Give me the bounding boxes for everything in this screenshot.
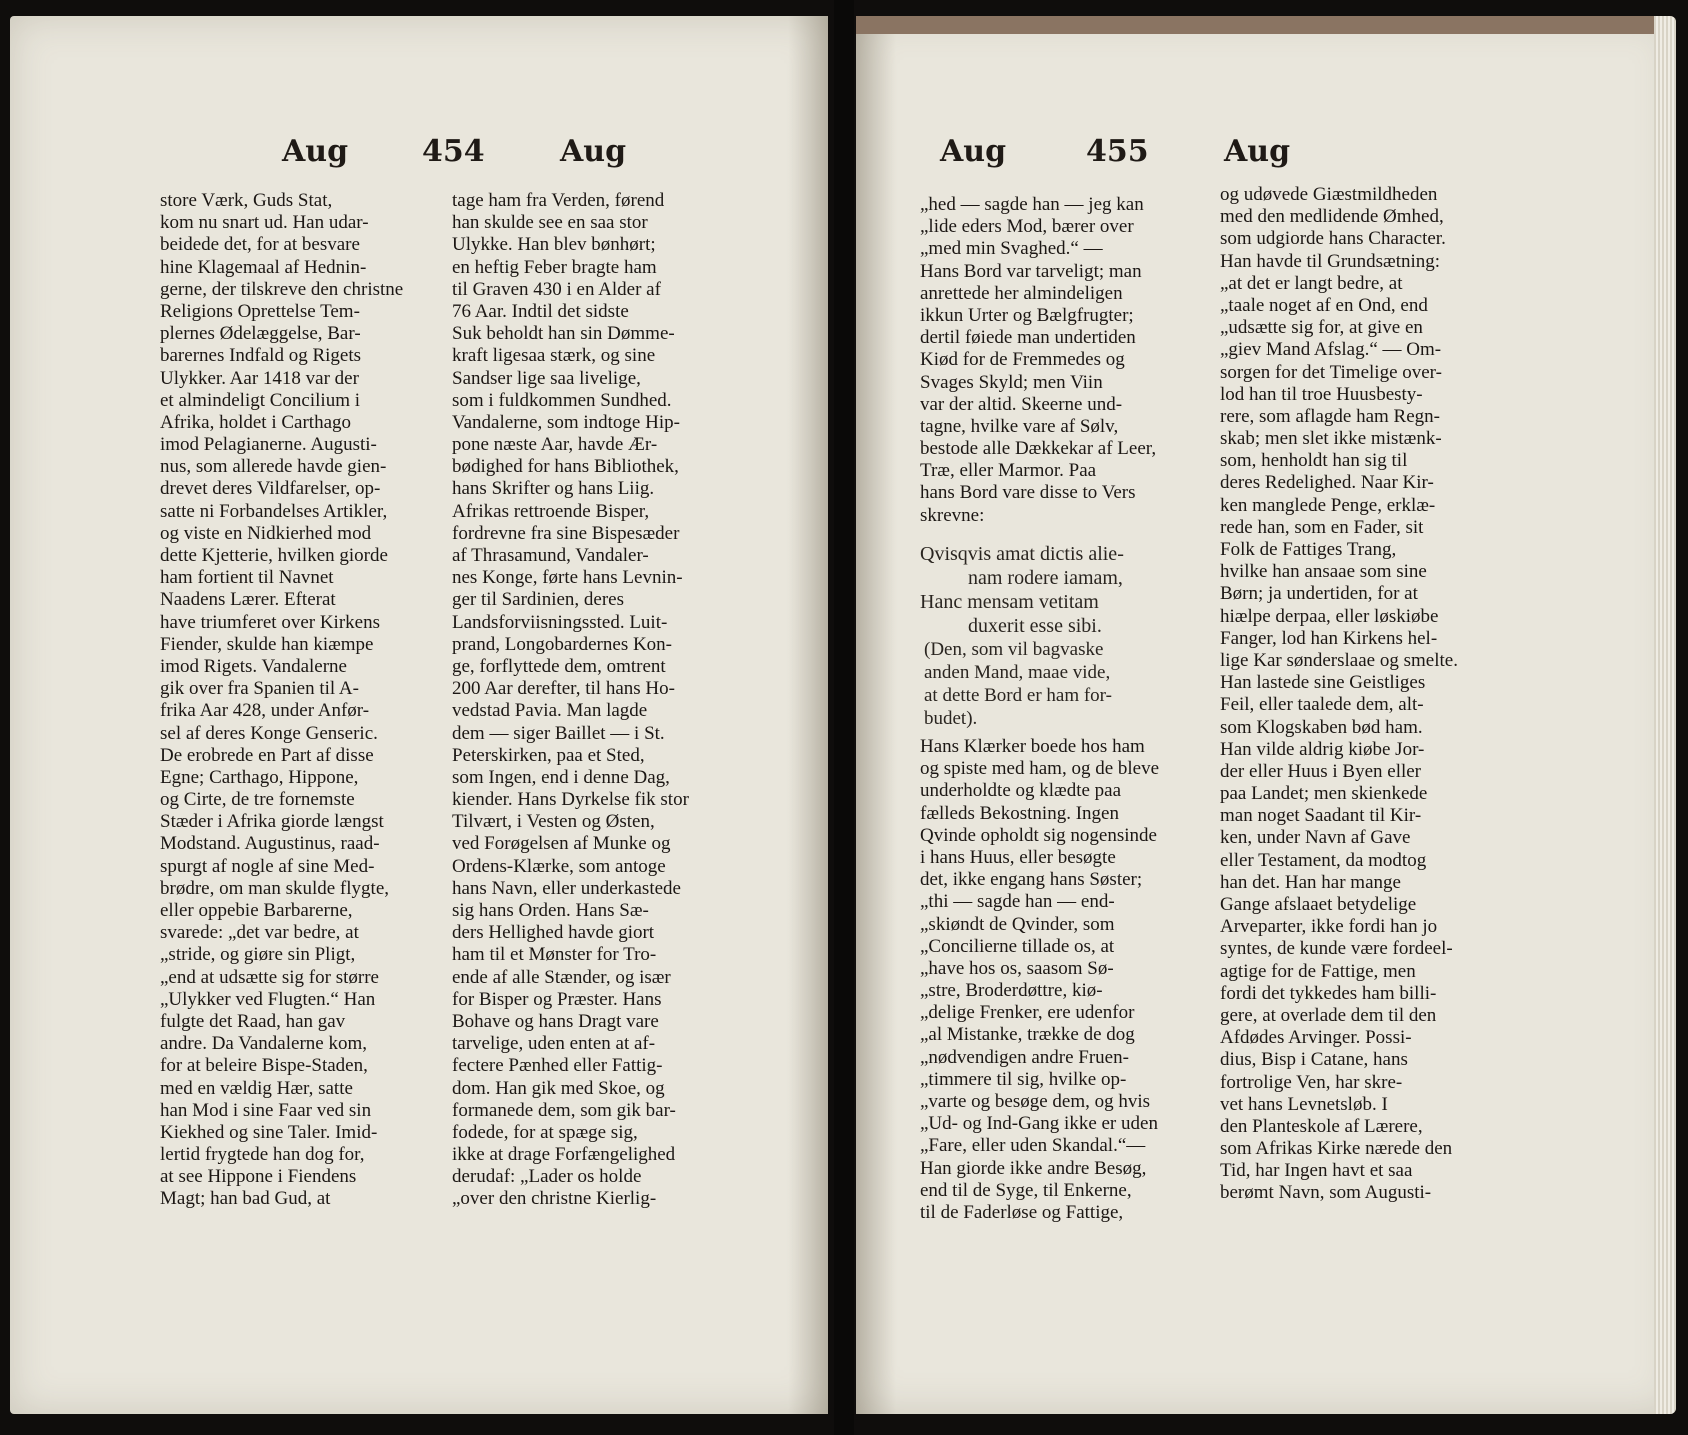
text-line: „Fare, eller uden Skandal.“—	[920, 1135, 1146, 1157]
text-line: ger til Sardinien, deres	[452, 589, 625, 611]
text-line: at see Hippone i Fiendens	[160, 1166, 357, 1188]
latin-verse-quote	[920, 542, 1210, 730]
text-line: vedstad Pavia. Man lagde	[452, 700, 648, 722]
text-line: Peterskirken, paa et Sted,	[452, 744, 645, 766]
text-line: plernes Ødelæggelse, Bar-	[160, 323, 361, 345]
text-line: ders Hellighed havde giort	[452, 922, 655, 944]
text-line: derudaf: „Lader os holde	[452, 1166, 642, 1188]
text-line: have triumferet over Kirkens	[160, 611, 380, 633]
text-line: sel af deres Konge Genseric.	[160, 722, 378, 744]
text-line: og udøvede Giæstmildheden	[1220, 184, 1438, 205]
text-line: for at beleire Bispe-Staden,	[160, 1055, 368, 1077]
text-line: „lide eders Mod, bærer over	[920, 216, 1134, 238]
text-line: ham fortient til Navnet	[160, 567, 334, 589]
text-line: „taale noget af en Ond, end	[1220, 294, 1428, 316]
text-line: til Graven 430 i en Alder af	[452, 278, 661, 300]
text-line: for Bisper og Præster. Hans	[452, 988, 662, 1010]
text-line: som Afrikas Kirke nærede den	[1220, 1138, 1453, 1160]
text-line: fectere Pænhed eller Fattig-	[452, 1055, 663, 1077]
text-line: dertil føiede man undertiden	[920, 327, 1136, 349]
text-line: tage ham fra Verden, førend	[452, 190, 665, 211]
text-line: Religions Oprettelse Tem-	[160, 300, 360, 322]
text-line: skab; men slet ikke mistænk-	[1220, 428, 1442, 450]
text-line: drevet deres Vildfarelser, op-	[160, 478, 381, 500]
text-line: Naadens Lærer. Efterat	[160, 589, 336, 611]
text-line: bødighed for hans Bibliothek,	[452, 456, 679, 478]
text-line: hine Klagemaal af Hednin-	[160, 256, 367, 278]
text-line: dom. Han gik med Skoe, og	[452, 1077, 665, 1099]
text-line: Vandalerne, som indtoge Hip-	[452, 411, 680, 433]
text-line: han det. Han har mange	[1220, 871, 1401, 893]
text-line: som udgiorde hans Character.	[1220, 228, 1446, 250]
text-line: paa Landet; men skienkede	[1220, 783, 1428, 805]
text-line: „al Mistanke, trække de dog	[920, 1024, 1135, 1046]
text-line: var der altid. Skeerne und-	[920, 393, 1123, 415]
text-line: fortrolige Ven, har skre-	[1220, 1071, 1403, 1093]
text-line: Ulykker. Aar 1418 var der	[160, 367, 359, 389]
text-line: sig hans Orden. Hans Sæ-	[452, 900, 649, 921]
text-line: Afrika, holdet i Carthago	[160, 411, 352, 433]
text-line: hvilke han ansaae som sine	[1220, 561, 1427, 583]
text-line: ende af alle Stænder, og især	[452, 966, 671, 988]
quote-line: at dette Bord er ham for-	[924, 685, 1112, 706]
text-line: svarede: „det var bedre, at	[160, 922, 359, 944]
text-line: Suk beholdt han sin Dømme-	[452, 323, 675, 345]
text-line: imod Rigets. Vandalerne	[160, 655, 347, 677]
text-line: som Klogskaben bød ham.	[1220, 716, 1423, 738]
text-line: vet hans Levnetsløb. I	[1220, 1093, 1388, 1115]
quote-line: (Den, som vil bagvaske	[924, 639, 1104, 660]
text-line: han Mod i sine Faar ved sin	[160, 1099, 372, 1121]
text-line: hans Navn, eller underkastede	[452, 877, 681, 899]
text-line: sorgen for det Timelige over-	[1220, 361, 1442, 383]
right-page	[856, 16, 1676, 1414]
text-line: hans Bord vare disse to Vers	[920, 482, 1136, 504]
text-line: dius, Bisp i Catane, hans	[1220, 1049, 1408, 1071]
spine-gap	[834, 0, 854, 1435]
text-line: med den medlidende Ømhed,	[1220, 206, 1444, 228]
text-line: tagne, hvilke vare af Sølv,	[920, 415, 1119, 437]
text-line: ge, forflyttede dem, omtrent	[452, 655, 666, 677]
text-line: fælleds Bekostning. Ingen	[920, 802, 1119, 824]
text-line: Stæder i Afrika giorde længst	[160, 811, 384, 833]
header-left-word: Aug	[940, 134, 1007, 169]
text-line: tarvelige, uden enten at af-	[452, 1033, 656, 1055]
text-line: en heftig Feber bragte ham	[452, 256, 657, 278]
text-line: nus, som allerede havde gien-	[160, 456, 387, 478]
text-line: Hans Bord var tarveligt; man	[920, 260, 1142, 282]
quote-line: duxerit esse sibi.	[968, 615, 1102, 637]
text-line: Folk de Fattiges Trang,	[1220, 539, 1397, 560]
page-number: 455	[1086, 134, 1149, 169]
text-column-1-bottom	[920, 736, 1188, 1224]
text-line: kom nu snart ud. Han udar-	[160, 212, 369, 234]
text-line: ken manglede Penge, erklæ-	[1220, 494, 1436, 516]
text-line: til de Faderløse og Fattige,	[920, 1201, 1124, 1223]
text-line: gerne, der tilskreve den christne	[160, 278, 404, 300]
text-line: „stre, Broderdøttre, kiø-	[920, 980, 1103, 1002]
running-head	[10, 134, 828, 174]
text-line: Børn; ja undertiden, for at	[1220, 583, 1418, 605]
text-line: gik over fra Spanien til A-	[160, 678, 359, 700]
text-line: af Thrasamund, Vandaler-	[452, 545, 649, 566]
text-line: Egne; Carthago, Hippone,	[160, 766, 359, 788]
text-line: lertid frygtede han dog for,	[160, 1144, 365, 1166]
text-line: „end at udsætte sig for større	[160, 966, 379, 988]
text-line: „stride, og giøre sin Pligt,	[160, 944, 356, 966]
text-line: ikke at drage Forfængelighed	[452, 1144, 676, 1166]
text-line: Ordens-Klærke, som antoge	[452, 855, 666, 877]
text-line: Fanger, lod han Kirkens hel-	[1220, 627, 1438, 649]
quote-line: anden Mand, maae vide,	[924, 662, 1111, 683]
text-line: Svages Skyld; men Viin	[920, 371, 1103, 393]
text-line: den Planteskole af Lærere,	[1220, 1115, 1423, 1137]
text-line: „timmere til sig, hvilke op-	[920, 1068, 1127, 1090]
text-line: Hans Klærker boede hos ham	[920, 736, 1145, 757]
text-line: fodede, for at spæge sig,	[452, 1121, 638, 1143]
left-page	[10, 16, 828, 1414]
text-line: „giev Mand Afslag.“ — Om-	[1220, 339, 1442, 361]
text-line: „have hos os, saasom Sø-	[920, 957, 1114, 979]
text-line: brødre, om man skulde flygte,	[160, 877, 390, 899]
header-right-word: Aug	[1224, 134, 1291, 169]
text-line: Ulykke. Han blev bønhørt;	[452, 234, 656, 256]
page-top-edge	[856, 16, 1676, 34]
text-line: anrettede her almindeligen	[920, 282, 1123, 304]
text-line: „over den christne Kierlig-	[452, 1188, 657, 1210]
text-line: Tilvært, i Vesten og Østen,	[452, 811, 655, 833]
quote-line: nam rodere iamam,	[968, 567, 1123, 589]
text-line: Sandser lige saa livelige,	[452, 367, 641, 389]
text-line: beidede det, for at besvare	[160, 234, 360, 256]
text-line: Træ, eller Marmor. Paa	[920, 460, 1097, 482]
text-line: og Cirte, de tre fornemste	[160, 789, 355, 811]
text-line: han skulde see en saa stor	[452, 212, 648, 234]
text-line: skrevne:	[920, 504, 985, 526]
text-line: Han vilde aldrig kiøbe Jor-	[1220, 738, 1425, 760]
text-line: agtige for de Fattige, men	[1220, 960, 1416, 982]
text-line: Afdødes Arvinger. Possi-	[1220, 1027, 1412, 1049]
text-line: lige Kar sønderslaae og smelte.	[1220, 649, 1458, 671]
text-column-2	[1220, 184, 1490, 1205]
text-line: kiender. Hans Dyrkelse fik stor	[452, 789, 689, 811]
quote-line: Qvisqvis amat dictis alie-	[920, 543, 1124, 565]
text-line: det, ikke engang hans Søster;	[920, 869, 1143, 891]
text-line: med en vældig Hær, satte	[160, 1077, 353, 1099]
text-line: fordrevne fra sine Bispesæder	[452, 522, 680, 544]
text-line: deres Redelighed. Naar Kir-	[1220, 472, 1434, 494]
text-line: Kiød for de Fremmedes og	[920, 349, 1125, 371]
text-line: andre. Da Vandalerne kom,	[160, 1033, 367, 1055]
text-line: „at det er langt bedre, at	[1220, 272, 1403, 294]
text-line: store Værk, Guds Stat,	[160, 190, 333, 211]
text-line: imod Pelagianerne. Augusti-	[160, 434, 377, 456]
text-line: „hed — sagde han — jeg kan	[920, 194, 1144, 215]
text-line: formanede dem, som gik bar-	[452, 1099, 676, 1121]
text-line: „Concilierne tillade os, at	[920, 935, 1115, 957]
text-line: prand, Longobardernes Kon-	[452, 633, 673, 655]
text-line: Bohave og hans Dragt vare	[452, 1010, 659, 1032]
text-line: Gange afslaaet betydelige	[1220, 894, 1417, 915]
text-line: dette Kjetterie, hvilken giorde	[160, 545, 388, 566]
text-line: kraft ligesaa stærk, og sine	[452, 345, 656, 367]
text-line: frika Aar 428, under Anfør-	[160, 700, 370, 722]
page-number: 454	[422, 134, 485, 169]
text-line: et almindeligt Concilium i	[160, 389, 361, 411]
text-line: „skiøndt de Qvinder, som	[920, 913, 1115, 935]
text-column-1-top	[920, 194, 1188, 527]
text-line: ham til et Mønster for Tro-	[452, 944, 657, 966]
text-line: syntes, de kunde være fordeel-	[1220, 938, 1453, 960]
text-line: 76 Aar. Indtil det sidste	[452, 300, 629, 322]
text-line: Fiender, skulde han kiæmpe	[160, 633, 374, 655]
text-line: hans Skrifter og hans Liig.	[452, 478, 655, 500]
text-line: eller Testament, da modtog	[1220, 849, 1427, 871]
text-line: og viste en Nidkierhed mod	[160, 522, 372, 544]
text-line: spurgt af nogle af sine Med-	[160, 855, 375, 877]
text-line: fulgte det Raad, han gav	[160, 1010, 346, 1032]
text-line: som, henholdt han sig til	[1220, 450, 1408, 472]
text-line: fordi det tykkedes ham billi-	[1220, 982, 1437, 1004]
text-line: Han havde til Grundsætning:	[1220, 250, 1441, 272]
text-line: ikkun Urter og Bælgfrugter;	[920, 304, 1134, 326]
text-line: De erobrede en Part af disse	[160, 744, 374, 766]
text-line: underholdte og klædte paa	[920, 780, 1122, 802]
text-line: og spiste med ham, og de bleve	[920, 758, 1160, 780]
text-line: „varte og besøge dem, og hvis	[920, 1091, 1151, 1112]
text-line: Kiekhed og sine Taler. Imid-	[160, 1121, 378, 1143]
text-line: „delige Frenker, ere udenfor	[920, 1002, 1135, 1024]
text-line: „udsætte sig for, at give en	[1220, 317, 1423, 339]
text-line: berømt Navn, som Augusti-	[1220, 1182, 1432, 1204]
text-line: „Ud- og Ind-Gang ikke er uden	[920, 1113, 1158, 1135]
text-line: bestode alle Dækkekar af Leer,	[920, 438, 1157, 460]
text-line: satte ni Forbandelses Artikler,	[160, 500, 388, 522]
text-line: end til de Syge, til Enkerne,	[920, 1179, 1132, 1201]
quote-line: budet).	[924, 708, 978, 729]
text-line: Arveparter, ikke fordi han jo	[1220, 916, 1438, 938]
header-left-word: Aug	[282, 134, 349, 169]
text-line: Landsforviisningssted. Luit-	[452, 611, 668, 633]
text-column-2	[452, 190, 734, 1211]
text-line: som Ingen, end i denne Dag,	[452, 766, 670, 788]
text-line: „thi — sagde han — end-	[920, 891, 1115, 913]
running-head	[856, 134, 1676, 174]
text-line: Tid, har Ingen havt et saa	[1220, 1160, 1413, 1182]
text-line: barernes Indfald og Rigets	[160, 345, 362, 367]
text-line: Feil, eller taalede dem, alt-	[1220, 694, 1424, 716]
text-line: Magt; han bad Gud, at	[160, 1188, 331, 1210]
text-line: nes Konge, førte hans Levnin-	[452, 567, 683, 589]
text-line: eller oppebie Barbarerne,	[160, 900, 353, 921]
text-line: „med min Svaghed.“ —	[920, 238, 1103, 260]
text-line: Afrikas rettroende Bisper,	[452, 500, 650, 522]
text-line: dem — siger Baillet — i St.	[452, 722, 665, 744]
text-line: der eller Huus i Byen eller	[1220, 760, 1422, 782]
text-line: rede han, som en Fader, sit	[1220, 516, 1424, 538]
text-line: Han lastede sine Geistliges	[1220, 672, 1426, 694]
text-line: hiælpe derpaa, eller løskiøbe	[1220, 605, 1439, 627]
text-line: som i fuldkommen Sundhed.	[452, 389, 672, 411]
text-line: man noget Saadant til Kir-	[1220, 805, 1422, 827]
text-line: Qvinde opholdt sig nogensinde	[920, 824, 1157, 846]
text-column-1	[160, 190, 438, 1211]
text-line: lod han til troe Huusbesty-	[1220, 383, 1423, 405]
text-line: Han giorde ikke andre Besøg,	[920, 1157, 1147, 1179]
text-line: ved Forøgelsen af Munke og	[452, 833, 671, 855]
text-line: rere, som aflagde ham Regn-	[1220, 405, 1440, 427]
text-line: i hans Huus, eller besøgte	[920, 846, 1116, 868]
header-right-word: Aug	[560, 134, 627, 169]
text-line: „Ulykker ved Flugten.“ Han	[160, 988, 376, 1010]
text-line: 200 Aar derefter, til hans Ho-	[452, 678, 675, 700]
text-line: gere, at overlade dem til den	[1220, 1004, 1437, 1026]
text-line: „nødvendigen andre Fruen-	[920, 1046, 1129, 1068]
text-line: pone næste Aar, havde Ær-	[452, 434, 658, 456]
text-line: ken, under Navn af Gave	[1220, 827, 1411, 849]
text-line: Modstand. Augustinus, raad-	[160, 833, 380, 855]
quote-line: Hanc mensam vetitam	[920, 591, 1099, 613]
